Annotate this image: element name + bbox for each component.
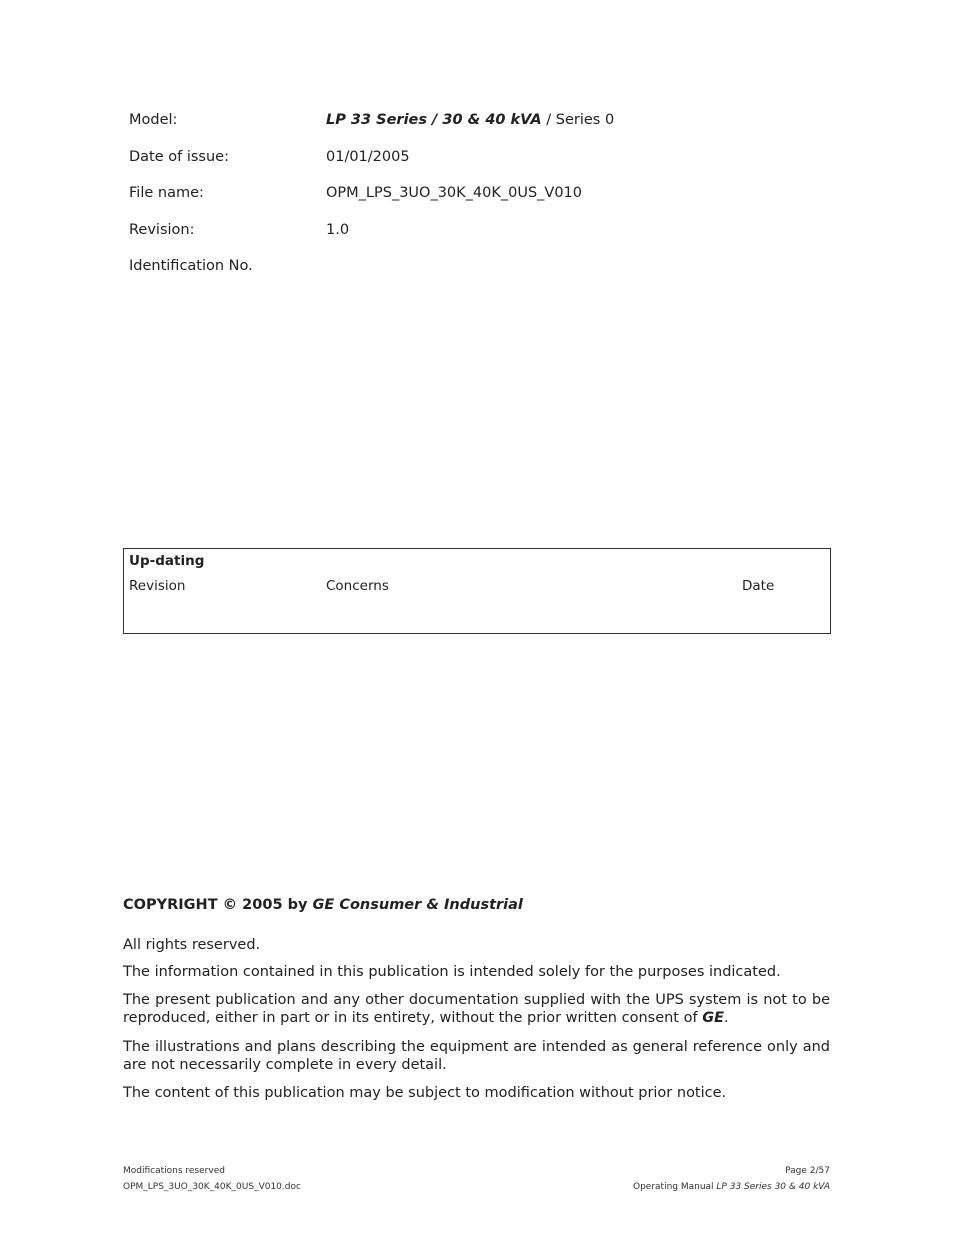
model-value bbox=[326, 110, 614, 130]
paragraph-rights: All rights reserved. bbox=[123, 937, 261, 953]
column-header-revision: Revision bbox=[129, 578, 186, 594]
paragraph-reproduction-ge: GE bbox=[702, 1010, 724, 1026]
identification-label: Identification No. bbox=[129, 258, 253, 274]
footer-filename: OPM_LPS_3UO_30K_40K_0US_V010.doc bbox=[123, 1182, 301, 1192]
paragraph-reproduction bbox=[123, 991, 830, 1027]
copyright-company: GE Consumer & Industrial bbox=[312, 897, 523, 913]
date-label: Date of issue: bbox=[129, 149, 229, 165]
paragraph-modification: The content of this publication may be subject to modification without prior notice. bbox=[123, 1085, 727, 1101]
file-label: File name: bbox=[129, 185, 204, 201]
model-label: Model: bbox=[129, 112, 178, 128]
footer-page-number: Page 2/57 bbox=[785, 1166, 830, 1176]
footer-manual-prefix: Operating Manual bbox=[633, 1182, 717, 1192]
updating-table-title: Up-dating bbox=[129, 553, 205, 569]
paragraph-illustrations: The illustrations and plans describing the equipment are intended as general reference only and are not necessarily complete in every detail. bbox=[123, 1039, 830, 1073]
footer-modifications: Modifications reserved bbox=[123, 1166, 225, 1176]
footer-manual-italic: LP 33 Series 30 & 40 kVA bbox=[716, 1182, 830, 1192]
updating-table bbox=[123, 548, 831, 634]
copyright-heading bbox=[123, 897, 523, 913]
footer-manual-title bbox=[633, 1182, 830, 1192]
paragraph-reproduction-main: The present publication and any other documentation supplied with the UPS system is not to be reproduced, either in part or in its entirety, without the prior written consent of bbox=[123, 992, 830, 1026]
file-value: OPM_LPS_3UO_30K_40K_0US_V010 bbox=[326, 185, 583, 201]
date-value: 01/01/2005 bbox=[326, 149, 410, 165]
model-value-bold: LP 33 Series / 30 & 40 kVA bbox=[326, 112, 542, 128]
model-value-rest: / Series 0 bbox=[541, 112, 615, 128]
column-header-concerns: Concerns bbox=[326, 578, 389, 594]
revision-label: Revision: bbox=[129, 222, 195, 238]
column-header-date: Date bbox=[742, 578, 775, 594]
paragraph-reproduction-end: . bbox=[724, 1010, 729, 1026]
copyright-prefix: COPYRIGHT © 2005 by bbox=[123, 897, 313, 913]
revision-value: 1.0 bbox=[326, 222, 350, 238]
paragraph-information: The information contained in this publication is intended solely for the purposes indicated. bbox=[123, 964, 781, 980]
